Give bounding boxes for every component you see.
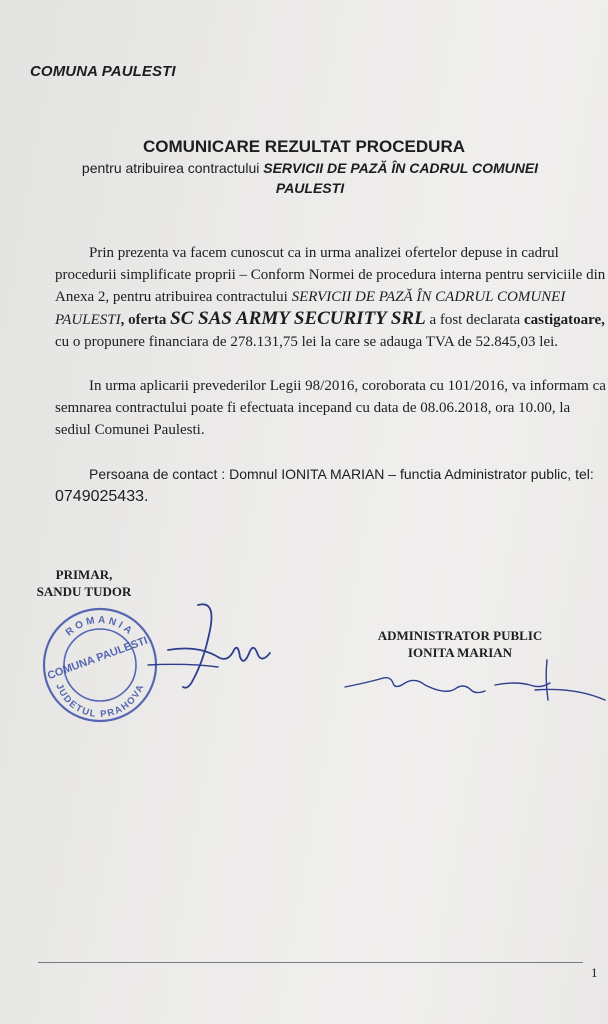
- admin-handwritten-signature: [335, 655, 608, 715]
- stamp-bottom-text: JUDETUL PRAHOVA: [53, 681, 147, 721]
- p1-text3: a fost declarata: [425, 312, 524, 328]
- contact-phone: 0749025433.: [55, 488, 149, 505]
- admin-name: IONITA MARIAN: [407, 645, 513, 660]
- subtitle-prefix: pentru atribuirea contractului: [81, 160, 264, 176]
- stamp-top-text: ROMANIA: [63, 614, 137, 639]
- document-subtitle: [60, 158, 560, 198]
- admin-title: ADMINISTRATOR PUBLIC: [377, 628, 543, 643]
- page-number: 1: [591, 965, 598, 980]
- mayor-handwritten-signature: [128, 595, 278, 705]
- p3-text: Persoana de contact : Domnul IONITA MARIAN – functia Administrator public, tel:: [89, 466, 594, 482]
- mayor-name: SANDU TUDOR: [36, 584, 132, 599]
- p1-text1: Prin prezenta va facem cunoscut ca in urma analizei ofertelor depuse in cadrul procedurii simplificate proprii – Conform Normei de procedura interna pentru serviciile din Anexa 2, pentru atribuirea contractului: [55, 245, 606, 305]
- footer-divider: [38, 962, 583, 963]
- p1-text2: , oferta: [120, 312, 171, 328]
- stamp-center-text: COMUNA PAULESTI: [45, 634, 150, 683]
- organization-header: COMUNA PAULESTI: [30, 63, 176, 80]
- contact-paragraph: [55, 463, 607, 508]
- mayor-signature-block: [30, 566, 138, 600]
- mayor-title: PRIMAR,: [55, 567, 113, 582]
- document-title: COMUNICARE REZULTAT PROCEDURA: [142, 137, 466, 156]
- p1-contract: SERVICII DE PAZĂ ÎN CADRUL COMUNEI PAULESTI: [55, 289, 566, 328]
- subtitle-contract: SERVICII DE PAZĂ ÎN CADRUL COMUNEI PAULESTI: [263, 160, 539, 196]
- result-paragraph: [55, 242, 607, 353]
- svg-text:ROMANIA: [64, 615, 136, 639]
- contract-signing-paragraph: [55, 375, 607, 441]
- winning-bidder: SC SAS ARMY SECURITY SRL: [170, 308, 426, 329]
- p1-text4: cu o propunere financiara de 278.131,75 lei la care se adauga TVA de 52.845,03 lei.: [55, 334, 559, 350]
- p2-text: In urma aplicarii prevederilor Legii 98/2016, coroborata cu 101/2016, va informam ca semnarea contractului poate fi efectuata incepand cu data de 08.06.2018, ora 10.00, la sediul Comunei Paulesti.: [55, 378, 606, 438]
- p1-status: castigatoare,: [523, 312, 605, 328]
